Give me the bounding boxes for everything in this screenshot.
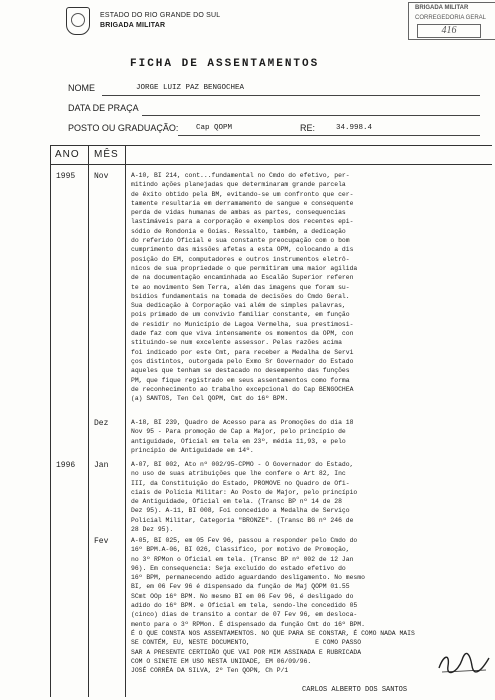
entry-line: do referido Oficial e sua constante preocupação com o bom — [131, 237, 350, 245]
entry-line: cumprimento das missões afetas a esta OPM, colocando a dis — [131, 246, 354, 254]
entry-line: JOSÉ CORRÊA DA SILVA, 2º Ten QOPN, Ch P/1 — [131, 667, 289, 675]
entry-line: antiguidade, Oficial em tela em 23º, média 11,93, e pelo — [131, 437, 346, 445]
entry-line: SCmt OOp 16º BPM. No mesmo BI em 06 Fev 96, é desligado do — [131, 592, 354, 600]
entry-line: de na documentação encaminhada ao Escalão Superior referen — [131, 274, 354, 282]
entry-line: no uso de suas atribuições que lhe confere o Art 82, Inc — [131, 470, 346, 478]
month-column-divider — [125, 145, 126, 697]
entry-line: Dez 95). A-11, BI 008, Foi concedido a Medalha de Serviço — [131, 507, 350, 515]
rank-value: Cap QOPM — [196, 124, 233, 132]
entry-line: lastimáveis para a corporação e exemplos dos recentes epi- — [131, 218, 354, 226]
entry-month: Jan — [94, 461, 109, 470]
re-value: 34.998.4 — [336, 124, 373, 132]
state-coat-of-arms-icon — [66, 7, 90, 35]
entry-line: posição do EM, computadores e outros instrumentos eletrô- — [131, 255, 350, 263]
entry-line: te ao movimento Sem Terra, além das imagens que foram su- — [131, 283, 350, 291]
year-column-header: ANO — [55, 149, 80, 160]
stamp-line-2: CORREGEDORIA GERAL — [415, 15, 487, 21]
entry-line: (cinco) dias de transito a contar de 07 Fev 96, em desloca- — [131, 611, 358, 619]
entry-line: 16º BPM, permanecendo adido aguardando desligamento. No mesmo — [131, 574, 365, 582]
entry-line: A-07, BI 002, Ato nº 002/95-CPMO - O Governador do Estado, — [131, 461, 354, 468]
entry-line: bsidios fundamentais na tomada de decisões do Cmdo Geral. — [131, 292, 350, 300]
entry-line: É O QUE CONSTA NOS ASSENTAMENTOS. NO QUE PARA SE CONSTAR, É COMO NADA MAIS — [131, 629, 415, 637]
entry-line: de Antiguidade, Oficial em tela. (Transc BP nº 14 de 28 — [131, 498, 342, 506]
entry-line: ciais de Polícia Militar: Ao Posto de Major, pelo princípio — [131, 488, 358, 496]
entry-line: ços distintos, outorgada pelo Exmo Sr Governador do Estado — [131, 357, 354, 365]
entry-line: pois primado de um convívio familiar constante, em função — [131, 311, 350, 319]
entry-line: princípio de Antiguidade em 14º. — [131, 446, 254, 454]
entry-line: A-10, BI 214, cont...fundamental no Cmdo do efetivo, per- — [131, 172, 350, 179]
entry-line: aqueles que tenham se destacado no desempenho das funções — [131, 367, 350, 375]
stamp-line-1: BRIGADA MILITAR — [415, 5, 469, 11]
entry-month: Dez — [94, 419, 109, 428]
entry-line: A-05, BI 025, em 05 Fev 96, passou a responder pelo Cmdo do — [131, 537, 358, 544]
entry-line: stituindo-se num excelente assessor. Pelas razões acima — [131, 339, 342, 347]
entry-line: SE CONTÉM, EU, NESTE DOCUMENTO, E COMO PASSO — [131, 639, 362, 647]
entry-line: mento para o 3º RPMon. É dispensado da função Cmt do 16º BPM. — [131, 620, 365, 628]
handwritten-signature — [436, 650, 492, 676]
entry-line: adido do 16º BPM. e Oficial em tela, sendo-lhe concedido 05 — [131, 602, 358, 610]
signature-caption: CARLOS ALBERTO DOS SANTOS — [302, 686, 408, 694]
unit-name: BRIGADA MILITAR — [100, 22, 166, 29]
entry-line: (a) SANTOS, Ten Cel QOPM, Cmt do 16º BPM. — [131, 395, 289, 403]
stamp-number: 416 — [417, 24, 481, 38]
form-title: FICHA DE ASSENTAMENTOS — [130, 58, 320, 70]
name-label: NOME — [68, 83, 95, 93]
enlistment-date-underline — [142, 115, 480, 116]
entry-line: A-18, BI 239, Quadro de Acesso para as Promoções do dia 18 — [131, 419, 354, 426]
entry-line: BI, em 06 Fev 96 é dispensado da função de Maj QOPM 01.55 — [131, 583, 350, 591]
entry-line: dade faz com que viva intensamente os momentos da OPM, con — [131, 330, 354, 338]
entry-year: 1995 — [56, 172, 76, 181]
entry-month: Nov — [94, 172, 109, 181]
entry-line: de êxito obtido pela BM, evitando-se um confronto que cer- — [131, 190, 354, 198]
entry-line: Sua dedicação à Corporação vai além de simples palavras, — [131, 302, 346, 310]
rank-underline — [178, 135, 480, 136]
entry-month: Fev — [94, 537, 109, 546]
entry-text — [131, 171, 489, 403]
entry-line: perda de vidas humanas de ambas as partes, consequencias — [131, 209, 346, 217]
re-label: RE: — [300, 123, 316, 133]
table-top-border — [50, 145, 492, 146]
entry-line: Nov 95 - Para promoção de Cap a Major, pelo princípio de — [131, 428, 346, 436]
name-value: JORGE LUIZ PAZ BENGOCHEA — [136, 84, 245, 92]
entry-line: no 3º RPMon o Oficial em tela. (Transc BP nº 002 de 12 Jan — [131, 555, 354, 563]
entry-text — [131, 460, 489, 534]
enlistment-date-label: DATA DE PRAÇA — [68, 103, 139, 113]
entry-line: sódio de Rondonia e Goias. Ressalto, também, a dedicação — [131, 227, 346, 235]
table-left-border — [50, 145, 51, 697]
entry-year: 1996 — [56, 461, 76, 470]
entry-line: foi indicado por este Cmt, para receber a Medalha de Servi — [131, 348, 354, 356]
entry-line: nicos de sua propriedade o que permitiram uma maior agilida — [131, 264, 358, 272]
name-underline — [102, 95, 480, 96]
state-name: ESTADO DO RIO GRANDE DO SUL — [100, 12, 221, 19]
entry-line: mitindo ações planejadas que determinaram grande parcela — [131, 181, 346, 189]
entry-line: 16º BPM.A-06, BI 026, Classifico, por motivo de Promoção, — [131, 546, 350, 554]
entry-line: Policial Militar, Categoria "BRONZE". (Transc BG nº 246 de — [131, 516, 354, 524]
entry-line: tamente resultaria em derramamento de sangue e consequente — [131, 199, 354, 207]
registry-stamp — [408, 2, 495, 40]
entry-line: SAR A PRESENTE CERTIDÃO QUE VAI POR MIM ASSINADA E RUBRICADA — [131, 648, 362, 656]
year-column-divider — [88, 145, 89, 697]
table-header-border — [50, 164, 492, 165]
entry-line: 96). Em consequencia: Seja excluído do estado efetivo do — [131, 564, 346, 572]
entry-text — [131, 418, 489, 455]
rank-label: POSTO OU GRADUAÇÃO: — [68, 123, 179, 133]
entry-line: PM, que fique registrado em seus assentamentos como forma — [131, 376, 350, 384]
entry-line: 28 Dez 95). — [131, 526, 174, 534]
entry-line: de residir no Município de Lagoa Vermelha, sua prestimosi- — [131, 320, 354, 328]
month-column-header: MÊS — [94, 149, 119, 160]
entry-line: COM O SINETE EM USO NESTA UNIDADE, EM 06/09/96. — [131, 657, 312, 665]
entry-line: III, da Constituição do Estado, PROMOVE no Quadro de Ofi- — [131, 479, 350, 487]
entry-line: de reconhecimento ao trabalho excepcional do Cap BENGOCHEA — [131, 385, 354, 393]
